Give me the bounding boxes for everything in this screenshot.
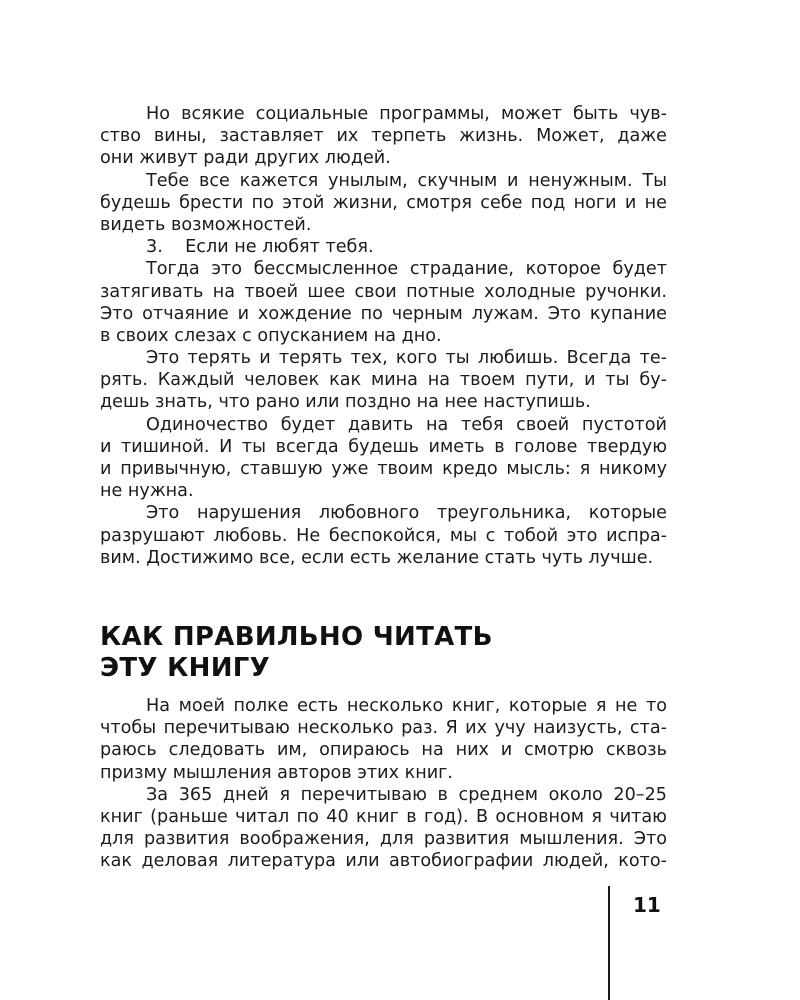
text-line: Одиночество будет давить на тебя своей пустотой <box>146 414 667 435</box>
text-line: будешь брести по этой жизни, смотря себе под ноги и не <box>100 192 667 213</box>
text-line: разрушают любовь. Не беспокойся, мы с тобой это испра- <box>100 525 667 546</box>
list-item-line: 3. Если не любят тебя. <box>146 237 374 258</box>
body-text-section-1 <box>100 103 667 569</box>
text-line: затягивать на твоей шее свои потные холодные ручонки. <box>100 281 667 302</box>
text-line: На моей полке есть несколько книг, которые я не то <box>146 696 667 716</box>
text-line: в своих слезах с опусканием на дно. <box>100 325 442 346</box>
text-line: книг (раньше читал по 40 книг в год). В основном я читаю <box>100 806 667 827</box>
text-line: видеть возможностей. <box>100 214 312 235</box>
page-number: 11 <box>633 893 661 917</box>
text-line: Это нарушения любовного треугольника, которые <box>146 503 667 524</box>
text-line: как деловая литература или автобиографии людей, кото- <box>100 851 667 872</box>
text-line: вим. Достижимо все, если есть желание стать чуть лучше. <box>100 547 654 568</box>
text-line: За 365 дней я перечитываю в среднем около 20–25 <box>146 784 667 805</box>
text-line: они живут ради других людей. <box>100 148 391 169</box>
chapter-heading-line-2: ЭТУ КНИГУ <box>100 653 270 683</box>
text-line: и привычную, ставшую уже твоим кредо мысль: я никому <box>100 459 667 479</box>
text-line: Но всякие социальные программы, может быть чув- <box>146 104 667 124</box>
text-line: чтобы перечитываю несколько раз. Я их учу наизусть, ста- <box>100 718 667 739</box>
text-line: призму мышления авторов этих книг. <box>100 762 453 783</box>
text-line: ство вины, заставляет их терпеть жизнь. Может, даже <box>100 126 667 147</box>
chapter-heading <box>100 622 493 684</box>
text-line: и тишиной. И ты всегда будешь иметь в голове твердую <box>100 436 667 457</box>
text-line: для развития воображения, для развития мышления. Это <box>100 829 667 850</box>
text-line: не нужна. <box>100 481 194 502</box>
text-line: Это терять и терять тех, кого ты любишь. Всегда те- <box>146 348 667 369</box>
text-line: дешь знать, что рано или поздно на нее наступишь. <box>100 392 591 413</box>
chapter-heading-line-1: КАК ПРАВИЛЬНО ЧИТАТЬ <box>100 622 493 652</box>
text-line: рять. Каждый человек как мина на твоем пути, и ты бу- <box>100 370 667 391</box>
text-line: раюсь следовать им, опираюсь на них и смотрю сквозь <box>100 740 667 761</box>
text-line: Это отчаяние и хождение по черным лужам. Это купание <box>100 303 667 324</box>
page-number-divider <box>608 886 610 1000</box>
body-text-section-2 <box>100 695 667 873</box>
text-line: Тебе все кажется унылым, скучным и ненужным. Ты <box>146 170 667 191</box>
text-line: Тогда это бессмысленное страдание, которое будет <box>146 259 667 280</box>
